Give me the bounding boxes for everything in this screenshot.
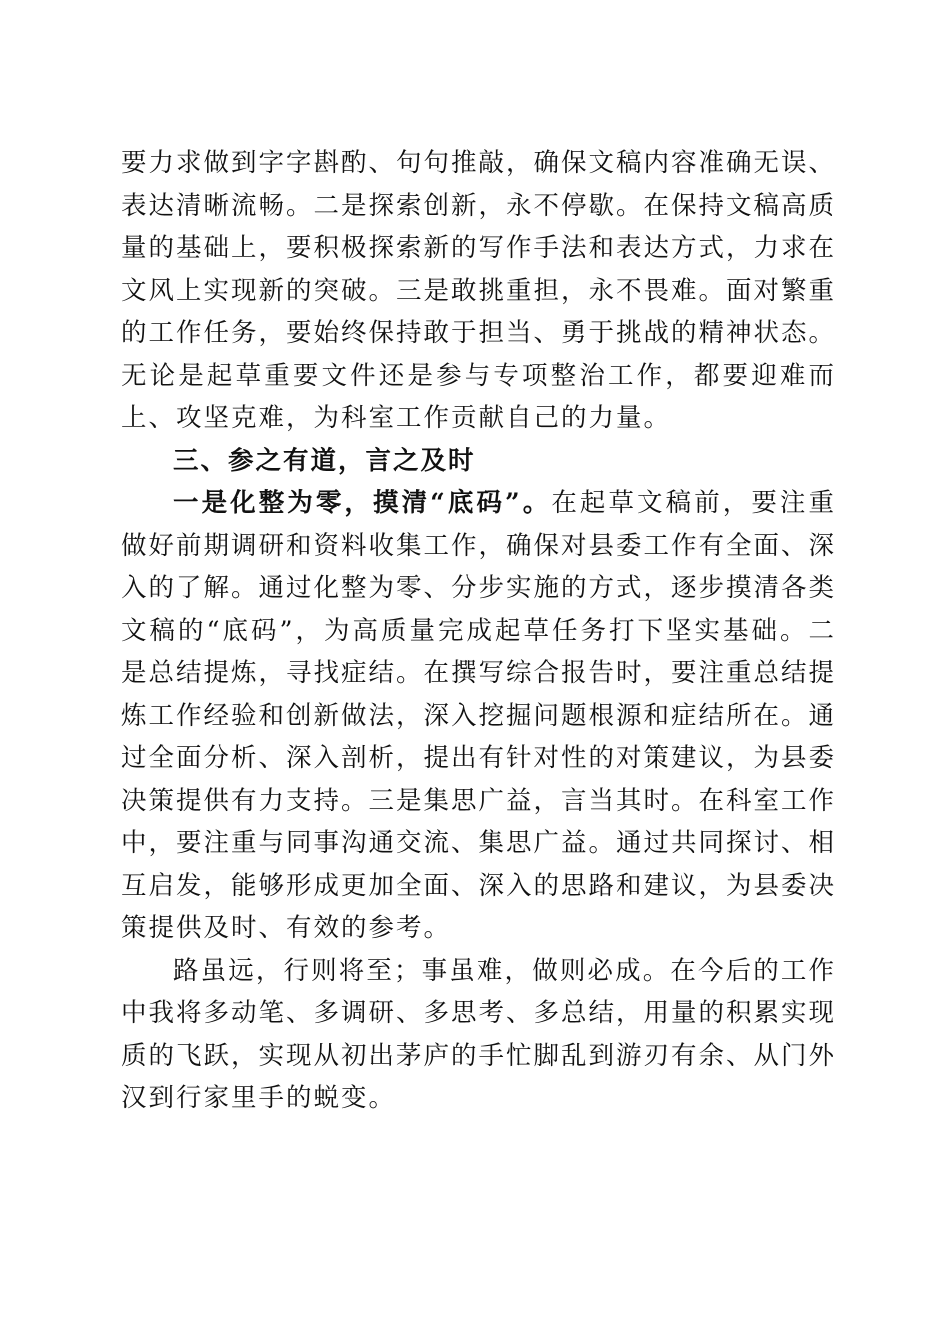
paragraph-body-text: 在起草文稿前，要注重做好前期调研和资料收集工作，确保对县委工作有全面、深入的了解。通过化整为零、分步实施的方式，逐步摸清各类文稿的“底码”，为高质量完成起草任务打下坚实基础。二是总结提炼，寻找症结。在撰写综合报告时，要注重总结提炼工作经验和创新做法，深入挖掘问题根源和症结所在。通过全面分析、深入剖析，提出有针对性的对策建议，为县委决策提供有力支持。三是集思广益，言当其时。在科室工作中，要注重与同事沟通交流、集思广益。通过共同探讨、相互启发，能够形成更加全面、深入的思路和建议，为县委决策提供及时、有效的参考。: [121, 488, 837, 943]
paragraph-conclusion: 路虽远，行则将至；事虽难，做则必成。在今后的工作中我将多动笔、多调研、多思考、多总结，用量的积累实现质的飞跃，实现从初出茅庐的手忙脚乱到游刃有余、从门外汉到行家里手的蜕变。: [121, 955, 837, 1113]
paragraph-lead-phrase: 一是化整为零，摸清“底码”。: [173, 488, 552, 518]
document-body: [121, 142, 836, 1120]
section-heading: 三、参之有道，言之及时: [173, 445, 476, 476]
paragraph-continuation: 要力求做到字字斟酌、句句推敲，确保文稿内容准确无误、表达清晰流畅。二是探索创新，永不停歇。在保持文稿高质量的基础上，要积极探索新的写作手法和表达方式，力求在文风上实现新的突破。三是敢挑重担，永不畏难。面对繁重的工作任务，要始终保持敢于担当、勇于挑战的精神状态。无论是起草重要文件还是参与专项整治工作，都要迎难而上、攻坚克难，为科室工作贡献自己的力量。: [121, 148, 837, 433]
paragraph-section-three: [121, 482, 836, 950]
